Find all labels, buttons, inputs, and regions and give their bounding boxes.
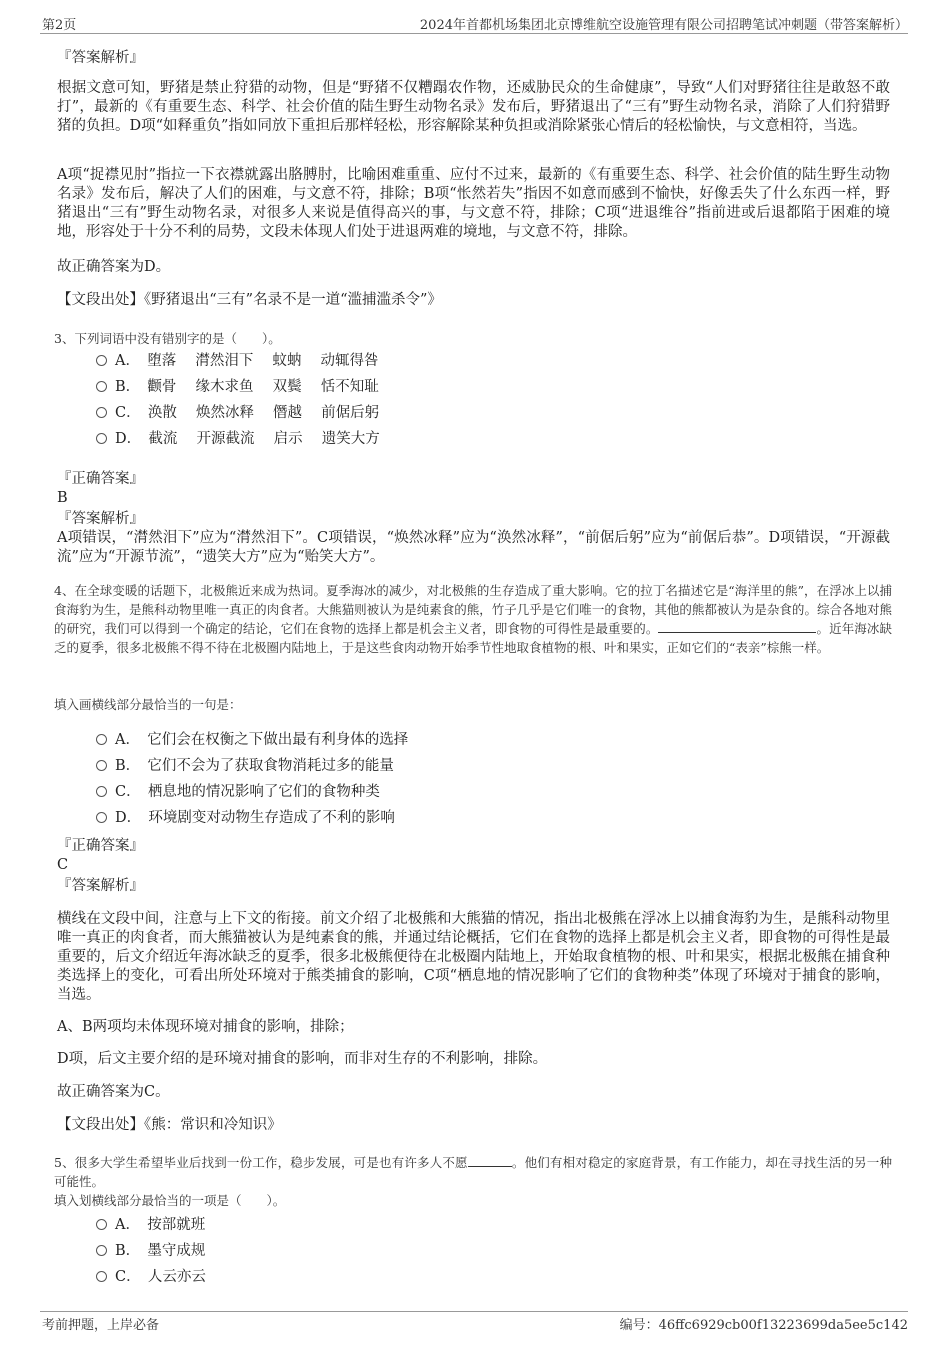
radio-icon[interactable]: [96, 433, 107, 444]
radio-icon[interactable]: [96, 381, 107, 392]
document-id: 编号：46ffc6929cb00f13223699da5ee5c142: [619, 1318, 908, 1333]
q5-prompt: 填入划横线部分最恰当的一项是（ ）。: [54, 1193, 286, 1208]
radio-icon[interactable]: [96, 1219, 107, 1230]
q3-option-b[interactable]: B． 颧骨 缘木求鱼 双鬓 恬不知耻: [96, 378, 379, 397]
page-number: 第2页: [42, 18, 77, 33]
q5-option-a[interactable]: A． 按部就班: [96, 1216, 205, 1235]
q4-conclusion: 故正确答案为C。: [57, 1084, 170, 1100]
radio-icon[interactable]: [96, 734, 107, 745]
q5-question: 5、很多大学生希望毕业后找到一份工作，稳步发展，可是也有许多人不愿 。他们有相对稳定的家庭背景，有工作能力，却在寻找生活的另一种可能性。: [54, 1155, 892, 1189]
radio-icon[interactable]: [96, 760, 107, 771]
q4-option-a[interactable]: A． 它们会在权衡之下做出最有利身体的选择: [96, 731, 408, 750]
footer-divider: [40, 1311, 908, 1312]
q4-answer-label: 『正确答案』: [57, 838, 144, 854]
q3-option-c[interactable]: C． 涣散 焕然冰释 僭越 前倨后躬: [96, 404, 379, 423]
fill-blank: [468, 1153, 512, 1167]
q5-option-b[interactable]: B． 墨守成规: [96, 1242, 205, 1261]
header-divider: [40, 33, 908, 34]
radio-icon[interactable]: [96, 1245, 107, 1256]
q5-option-c[interactable]: C． 人云亦云: [96, 1268, 206, 1287]
q2-analysis-label: 『答案解析』: [57, 50, 144, 66]
radio-icon[interactable]: [96, 786, 107, 797]
q3-question: 3、下列词语中没有错别字的是（ ）。: [54, 331, 281, 346]
q4-answer: C: [57, 857, 69, 873]
q4-question: 4、在全球变暖的话题下，北极熊近来成为热词。夏季海冰的减少，对北极熊的生存造成了重大影响。它的拉丁名描述它是“海洋里的熊”，在浮冰上以捕食海豹为生，是熊科动物里唯一真正的肉食者。大熊猫则被认为是纯素食的熊，竹子几乎是它们唯一的食物，其他的熊都被认为是杂食的。综合各地对熊的研究，我们可以得到一个确定的结论，它们在食物的选择上都是机会主义者，即食物的可得性是最重要的。 。近年海冰缺乏的夏季，很多北极熊不得不待在北极圈内陆地上，于是这些食肉动物开始季节性地取食植物的根、叶和果实，正如它们的“表亲”棕熊一样。: [54, 583, 892, 655]
q4-option-c[interactable]: C． 栖息地的情况影响了它们的食物种类: [96, 783, 380, 802]
q3-option-a[interactable]: A． 堕落 潸然泪下 蚊蚋 动辄得咎: [96, 352, 379, 371]
q4-option-b[interactable]: B． 它们不会为了获取食物消耗过多的能量: [96, 757, 394, 776]
fill-blank: [658, 619, 816, 633]
q4-analysis-para2: A、B两项均未体现环境对捕食的影响，排除；: [57, 1019, 354, 1035]
radio-icon[interactable]: [96, 1271, 107, 1282]
q4-option-d[interactable]: D． 环境剧变对动物生存造成了不利的影响: [96, 809, 395, 828]
q4-analysis-para3: D项，后文主要介绍的是环境对捕食的影响，而非对生存的不利影响，排除。: [57, 1051, 548, 1067]
q2-conclusion: 故正确答案为D。: [57, 259, 171, 275]
q3-answer-label: 『正确答案』: [57, 471, 144, 487]
q4-analysis-para1: 横线在文段中间，注意与上下文的衔接。前文介绍了北极熊和大熊猫的情况，指出北极熊在浮冰上以捕食海豹为生，是熊科动物里唯一真正的肉食者，而大熊猫被认为是纯素食的熊，并通过结论概括，它们在食物的选择上都是机会主义者，即食物的可得性是最重要的，后文介绍近年海冰缺乏的夏季，很多北极熊便待在北极圈内陆地上，开始取食植物的根、叶和果实，根据北极熊在捕食种类选择上的变化，可看出所处环境对于熊类捕食的影响，C项“栖息地的情况影响了它们的食物种类”体现了环境对于捕食的影响，当选。: [57, 911, 890, 1003]
q3-analysis: A项错误，“潸然泪下”应为“潸然泪下”。C项错误，“焕然冰释”应为“涣然冰释”，“前倨后躬”应为“前倨后恭”。D项错误，“开源截流”应为“开源节流”，“遗笑大方”应为“贻笑大方”。: [57, 530, 890, 565]
document-title: 2024年首都机场集团北京博维航空设施管理有限公司招聘笔试冲刺题（带答案解析）: [419, 18, 908, 33]
q4-source: 【文段出处】《熊：常识和冷知识》: [57, 1117, 282, 1133]
q3-analysis-label: 『答案解析』: [57, 511, 144, 527]
footer-slogan: 考前押题，上岸必备: [42, 1318, 160, 1333]
q3-option-d[interactable]: D． 截流 开源截流 启示 遗笑大方: [96, 430, 380, 449]
q4-analysis-label: 『答案解析』: [57, 878, 144, 894]
q3-answer: B: [57, 490, 68, 506]
q2-source: 【文段出处】《野猪退出“三有”名录不是一道“滥捕滥杀令”》: [57, 292, 442, 308]
q2-analysis-para2: A项“捉襟见肘”指拉一下衣襟就露出胳膊肘，比喻困难重重、应付不过来，最新的《有重要生态、科学、社会价值的陆生野生动物名录》发布后，解决了人们的困难，与文意不符，排除；B项“怅然若失”指因不如意而感到不愉快，好像丢失了什么东西一样，野猪退出“三有”野生动物名录，对很多人来说是值得高兴的事，与文意不符，排除；C项“进退维谷”指前进或后退都陷于困难的境地，形容处于十分不利的局势，文段未体现人们处于进退两难的境地，与文意不符，排除。: [57, 167, 890, 240]
q4-prompt: 填入画横线部分最恰当的一句是：: [54, 697, 242, 712]
radio-icon[interactable]: [96, 407, 107, 418]
q2-analysis-para1: 根据文意可知，野猪是禁止狩猎的动物，但是“野猪不仅糟蹋农作物，还威胁民众的生命健康”，导致“人们对野猪往往是敢怒不敢打”，最新的《有重要生态、科学、社会价值的陆生野生动物名录》发布后，野猪退出了“三有”野生动物名录，消除了人们狩猎野猪的负担。D项“如释重负”指如同放下重担后那样轻松，形容解除某种负担或消除紧张心情后的轻松愉快，与文意相符，当选。: [57, 80, 890, 134]
radio-icon[interactable]: [96, 812, 107, 823]
radio-icon[interactable]: [96, 355, 107, 366]
